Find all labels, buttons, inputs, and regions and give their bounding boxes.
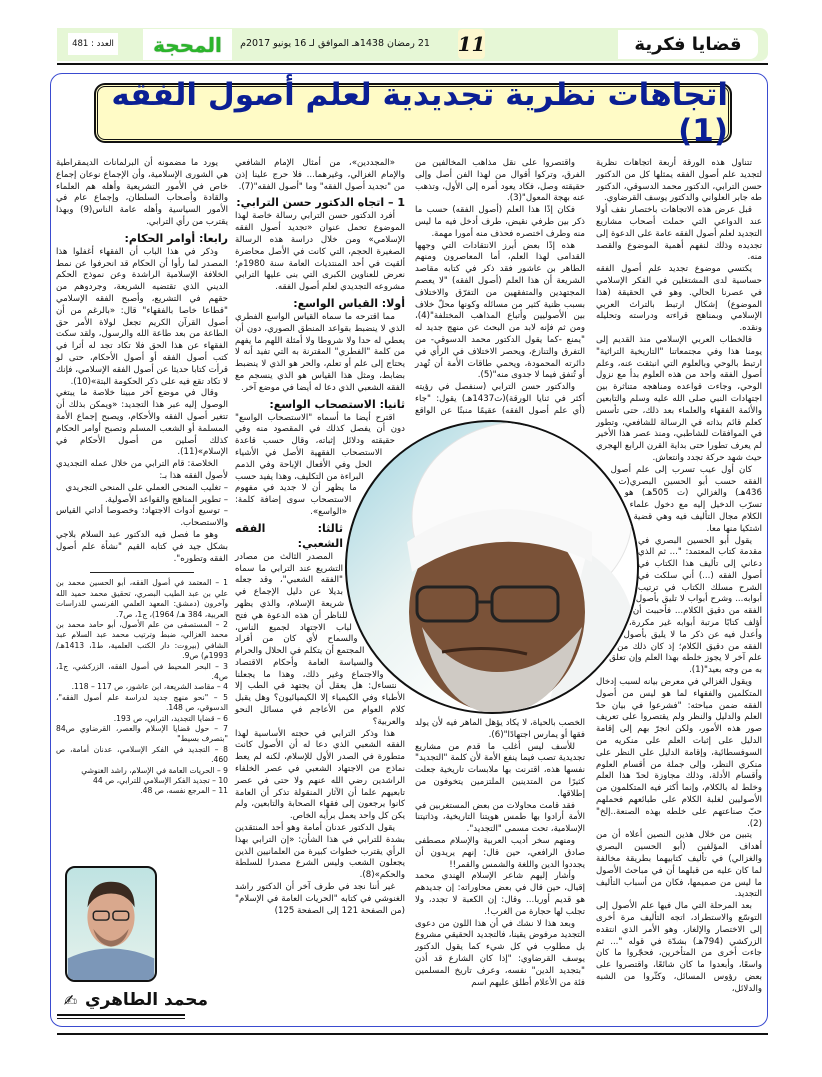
paragraph: والدكتور حسن الترابي (سنفصل في رؤيته أكثر في ثنايا الورقة)(ت1437هـ) يقول: "جاء (أي علم أصول الفقه) عقيمًا منبتًا عن الواقع الخصب بالحياة، لا يكاد يؤهل الماهر فيه لأن يولد فقها أو يمارس اجتهادًا"(6). bbox=[415, 382, 585, 740]
footnote: 7 – حول قضايا الإسلام والعصر، القرضاوي ص84 "بتصرف بسيط" bbox=[56, 723, 228, 744]
section-heading: أولا: القياس الواسع: bbox=[293, 296, 405, 310]
paragraph: المصدر الثالث من مصادر التشريع عند الترابي ما سماه "الفقه الشعبي"، وقد جعله بديلا عن دليل الإجماع في شريعة الإسلام، والذي يظهر للناظر أن هذه الدعوة هي فتح لباب الاجتهاد لجميع الناس، والسماح لأي كان من أفراد المجتمع أن يتكلم في الحلال والحرام والسياسة العامة وأحكام الاقتصاد والاجتماع وغير ذلك، وهذا ما يجعلنا نتساءل: هل يعقل أن يجتهد في الطب إلا الأطباء وفي الكيمياء إلا الكيميائيون؟ وهل يقبل كلام العوام من الأعاجم في مسائل النحو والعربية؟ bbox=[235, 551, 405, 727]
footer-divider bbox=[57, 1033, 768, 1035]
paragraph: يكتسي موضوع تجديد علم أصول الفقه حساسية لدى المشتغلين في الفكر الإسلامي في عصرنا الحالي. وهو في الحقيقة (هذا الموضوع) إشكال ارتبط بالتراث العربي الإسلامي وبمناهج قراءته ودراسته وتحليله ونقده. bbox=[596, 264, 762, 334]
column-1 bbox=[596, 158, 762, 996]
paragraph: يتبين من خلال هذين النصين أعلاه أن من أهداف المؤلفين (أبو الحسين البصري والغزالي) في تأليف كتابيهما بطريقة مخالفة لما كان عليه من قبلهما أن في مباحث الأصول ما ليس من صميمها، فكان من أسباب التأليف التجديد. bbox=[596, 830, 762, 900]
footnote: 6 – قضايا التجديد، الترابي، ص 193. bbox=[113, 713, 228, 723]
paragraph: كان أول عيب تسرب إلى علم أصول الفقه حسب أبو الحسين البصري(ت 436هـ) والغزالي (ت 505هـ) هو تسرّب الدخيل إليه مع دخول علماء الكلام مجال التأليف فيه وهي قضية اشتكيا منها معا. bbox=[610, 464, 762, 534]
footnote: 9 – الحريات العامة في الإسلام، راشد الغنوشي bbox=[81, 765, 228, 775]
paragraph: ومنهم سخر أديب العربية والإسلام مصطفى صادق الرافعي، حين قال: إنهم يريدون أن يجددوا الدين واللغة والشمس والقمر!! bbox=[415, 835, 585, 870]
footnote: 8 – التجديد في الفكر الإسلامي، عدنان أمامة، ص 460. bbox=[56, 744, 228, 765]
section-heading: ثانيا: الاستصحاب الواسع: bbox=[269, 397, 405, 411]
byline-rule bbox=[57, 1018, 185, 1019]
column-4 bbox=[56, 158, 228, 797]
footnote-separator bbox=[90, 572, 193, 573]
paragraph: واقتصروا على نقل مذاهب المخالفين من الفرق، وتركوا أقوال من لهذا الفن أصل وإلى حقيقته وصل، فكاد يعود أمره إلى الأول، وتذهب عنه بهجة المعول"(3). bbox=[415, 158, 585, 204]
paragraph: هذه إذًا بعض أبرز الانتقادات التي وجهها القدامى لهذا العلم، أما المعاصرون ومنهم الطاهر بن عاشور فقد ذكر في كتابه مقاصد الشريعة أن هذا العلم (أصول الفقه) "لا يعصم المجتهدين والمتفقهين من التفرّق والاختلاف بسبب ظنية كثير من مسائله وكونها محلّ خلاف بين الأصوليين وأتباع المذاهب المختلفة"(4)، ومن ثم فإنه لابد من البحث عن منهج جديد له "يمنع -كما يقول الدكتور محمد الدسوقي- من التفرق والتنازع، ويحصر الاختلاف في الرأي في دائرته المحمودة، ويحمي طاقات الأمة أن تُهدر أو تُنفق فيما لا جدوى منه"(5). bbox=[415, 240, 585, 381]
newspaper-logo: المحجة bbox=[143, 29, 232, 60]
section-heading: رابعا: أوامر الحكام: bbox=[124, 231, 228, 245]
paragraph: قبل عرض هذه الاتجاهات باختصار نقف أولا عند الدواعي التي حملت أصحاب مشاريع التجديد لعلم أصول الفقه عامة على الدعوة إلى تجديده وذلك لنفهم أهمية الموضوع والقصد منه. bbox=[596, 205, 762, 263]
author-name: محمد الطاهري bbox=[84, 990, 208, 1010]
paragraph: للأسف ليس أغلب ما قدم من مشاريع تجديدية تصب فيما ينفع الأمة لأن كلمة "التجديد" نفسها هذه، اقترنت بها ملابسات تاريخية جعلت كثيرًا من المتدينين الملتزمين يتخوفون من إطلاقها. bbox=[415, 741, 585, 799]
section-heading: 1 – اتجاه الدكتور حسن الترابي: bbox=[236, 196, 405, 210]
author-byline bbox=[58, 988, 208, 1012]
paragraph: هذا وذكر الترابي في حجته الأساسية لهذا الفقه الشعبي الذي دعا له أن الأصول كانت متطورة في الصدر الأول للإسلام، لكنه لم يعط نماذج من الاجتهاد الشعبي في عصر الخلفاء الراشدين رضي الله عنهم ولا حتى في عصر تابعيهم علما أن الآثار المنقولة تذكر أن العامة كانوا يرجعون إلى فقهاء الصحابة والتابعين، ولم يكن كل واحد يعمل برأيه الخاص. bbox=[235, 728, 405, 822]
list-item: – تغليب المنحى العملي على المنحى التجريدي bbox=[65, 482, 228, 493]
paragraph: وقال في موضع آخر مبينا خلاصة ما يبتغي الوصول إليه عبر هذا التجديد: «ويمكن بذلك أن تتغير أصول الفقه والأحكام، ويصبح إجماع الأمة المسلمة أو الشعب المسلم وتصبح أوامر الحكام كذلك أصلين من أصول الأحكام في الإسلام»(11). bbox=[56, 388, 228, 458]
issue-number: العدد : 481 bbox=[68, 33, 118, 55]
paragraph: فقد قامت محاولات من بعض المستغربين في الأمة أرادوا بها طمس هويتنا التاريخية، وذاتيتنا الإسلامية، تحت مسمى "التجديد". bbox=[415, 800, 585, 835]
paragraph: مما اقترحه ما سماه القياس الواسع الفطري الذي لا ينضبط بقواعد المنطق الصوري، دون أن يعطي له حدا ولا شروطا ولا أمثلة اللهم ما يفهم من كلمة "الفطري" المقترنة به التي تفيد أنه لا يحتاج إلى علم أو تعلم، والحر هو الذي لا ينضبط بضابط، ومثل هذا القياس هو الذي ينسجم مع الفقه الشعبي الذي دعا له أيضا في موضع آخر. bbox=[235, 311, 405, 393]
footnote: 4 – مقاصد الشريعة، ابن عاشور، ص 117 – 118. bbox=[71, 682, 228, 692]
paragraph: أفرد الدكتور حسن الترابي رسالة خاصة لهذا الموضوع تحمل عنوان «تجديد أصول الفقه الإسلامي» ومن خلال دراسة هذه الرسالة الصغيرة الحجم، التي كانت في الأصل محاضرة ألقيت في أحد المنتديات العامة سنة 1980م؛ نعرض للعناوين الكبرى التي بنى عليها الترابي مشروعه التجديدي لعلم أصول الفقه. bbox=[235, 211, 405, 293]
paragraph: فالخطاب العربي الإسلامي منذ القديم إلى يومنا هذا وفي مجتمعاتنا "التاريخية التراثية" ارتبط بالوحي وبالعلوم التي انبثقت عنه، وعلم أصول الفقه واحد من هذه العلوم بدأ مع نزول الوحي، وجاءت قواعده ومناهجه متناثرة بين اجتهادات النبي صلى الله عليه وسلم والتابعين والأئمة الفقهاء والعلماء بعد ذلك، حتى تأسس كعلم قائم بذاته في الرسالة للشافعي، وتطور في الموافقات للشاطبي، ومنذ عصر هذا الأخير لم يعرف تطورا حتى بداية القرن الرابع الهجري حيث شهد حركة تجدد وانتعاش. bbox=[596, 334, 762, 463]
footnote: 2 – المستصفى من علم الأصول، أبو حامد محمد بن محمد الغزالي، ضبط وترتيب محمد عبد السلام عبد الشافي (بيروت: دار الكتب العلمية، ط1، 1413هـ/ 1993م) ص9. bbox=[56, 619, 228, 661]
paragraph: الخلاصة: قام الترابي من خلال عمله التجديدي لأصول الفقه هذا بـ: bbox=[56, 459, 228, 481]
paragraph: فكان إذًا هذا العلم (أصول الفقه) حسب ما ذكر بين طرفي نقيض، طرف أدخل فيه ما ليس منه وطرف اختصره فحذف منه أمورا مهمة. bbox=[415, 205, 585, 239]
section-label: قضايا فكرية bbox=[618, 30, 758, 59]
list-item: – تطوير المناهج والقواعد الأصولية. bbox=[104, 494, 228, 505]
footnote: 3 – البحر المحيط في أصول الفقه، الزركشي، ج1، ص4. bbox=[56, 661, 228, 681]
footnote: 1 – المعتمد في أصول الفقه، أبو الحسين محمد بن علي بن عبد الطيب البصري، تحقيق محمد حميد الله وآخرون (دمشق: المعهد العلمي الفرنسي للدراسات العربية، 384 هـ/ 1964)، ج1، ص7. bbox=[56, 578, 228, 619]
paragraph: يقول الدكتور عدنان أمامة وهو أحد المنتقدين بشدة للترابي في هذا الشأن: «إن الترابي بهذا الرأي يقترب خطوات كبيرة من العلمانيين الذين يجعلون الشعب وليس الشرع مصدرا للسلطة والحكم»(8). bbox=[235, 823, 405, 881]
header-divider bbox=[57, 63, 768, 65]
author-photo bbox=[65, 866, 157, 982]
paragraph: بعد المرحلة التي مال فيها علم الأصول إلى التوسّع والاستطراد، اتجه التأليف مرة أخرى إلى الاختصار والإلغاز، وهو الأمر الذي انتقده الزركشي (794هـ) بشدّة في قوله "... ثم جاءت أخرى من المتأخرين، فحجّروا ما كان واسعًا، وأبعدوا ما كان شائعًا، واقتصروا على بعض رؤوس المسائل، وكثّروا من الشبه والدلائل، bbox=[596, 901, 762, 994]
column-3 bbox=[235, 158, 405, 917]
title-box bbox=[95, 77, 731, 149]
author-portrait-image bbox=[67, 868, 155, 980]
paragraph: اقترح أيضا ما أسماه "الاستصحاب الواسع" دون أن يفصل كذلك في المقصود منه وفي حقيقته ودلائل إثباته، وقال حسب قاعدة الاستصحاب الفقهية الأصل في الأشياء الحل وفي الأفعال الإباحة وفي الذمم البراءة من التكليف، وهذا يفيد حسب ما يظهر أن لا جديد في مفهوم الاستصحاب سوى إضافة كلمة: «الواسع». bbox=[235, 412, 405, 517]
paragraph: وهو ما فصل فيه الدكتور عبد السلام بلاجي بشكل جيد في كتابه القيم "نشأة علم أصول الفقه وتطوره". bbox=[56, 529, 228, 564]
paragraph: وبعد هذا لا نشك في أن هذا اللون من دعوى التجديد مرفوض يقينا، فالتجديد الحقيقي مشروع بل مطلوب في كل شيء كما يقول الدكتور يوسف القرضاوي: "إذا كان الشارع قد أذن "بتجديد الدين" نفسه، وعرف تاريخ المسلمين فئة من الأعلام أطلق عليهم اسم bbox=[415, 918, 585, 988]
footnote: 10 – تجديد الفكر الإسلامي للترابي، ص 44 bbox=[92, 776, 228, 786]
footnote: 5 – "نحو منهج جديد لدراسة علم أصول الفقه"، الدسوقي، ص 148. bbox=[56, 692, 228, 713]
column-2 bbox=[415, 158, 585, 989]
paragraph: غير أننا نجد في طرف آخر أن الدكتور راشد الغنوشي في كتابه "الحريات العامة في الإسلام" (من الصفحة 121 إلى الصفحة 125) bbox=[235, 882, 405, 916]
paragraph: تتناول هذه الورقة أربعة اتجاهات نظرية لتجديد علم أصول الفقه يمثلها كل من الدكتور حسن الترابي، الدكتور محمد الدسوقي، الدكتور طه جابر العلواني والدكتور يوسف القرضاوي. bbox=[596, 158, 762, 204]
footnote: 11 – المرجع نفسه، ص 48. bbox=[140, 786, 228, 796]
issue-date: 21 رمضان 1438هـ الموافق لـ 16 يونيو 2017م bbox=[240, 38, 430, 49]
paragraph: وأشار إليهم شاعر الإسلام الهندي محمد إقبال، حين قال في بعض محاوراته: إن جديدهم هو قديم أوربا... وقال: إن الكعبة لا تجدد، ولا تجلب لها حجارة من الغرب!. bbox=[415, 871, 585, 917]
byline-rule bbox=[57, 1014, 185, 1016]
paragraph: يقول أبو الحسين البصري في مقدمة كتاب المعتمد: "... ثم الذي دعاني إلى تأليف هذا الكتاب في أصول الفقه (...) أني سلكت في الشرح مسلك الكتاب في ترتيب أبوابه... وشرح أبواب لا تليق بأصول الفقه من دقيق الكلام... فأحببت أن أؤلف كتابًا مرتبة أبوابه غير مكررة، وأعدل فيه عن ذكر ما لا يليق بأصول الفقه من دقيق الكلام؛ إذ كان ذلك من علم آخر لا يجوز خلطه بهذا العلم وإن تعلق به من وجه بعيد"(1). bbox=[609, 535, 762, 676]
list-item: – توسيع أدوات الاجتهاد: وخصوصا أداتي القياس والاستصحاب. bbox=[56, 506, 228, 529]
paragraph: «المجددين»، من أمثال الإمام الشافعي والإمام الغزالي، وغيرهما... فلا حرج علينا إذن من "تجديد أصول الفقه" وما "أصول الفقه"(7). bbox=[235, 158, 405, 192]
page-number: 11 bbox=[458, 29, 485, 59]
article-title: اتجاهات نظرية تجديدية لعلم أصول الفقه (1) bbox=[111, 77, 728, 149]
paragraph: ويقول الغزالي في معرض بيانه لسبب إدخال المتكلمين والفقهاء لما هو ليس من أصول الفقه ضمن مباحثه: "فشرعوا في بيان حدّ العلم والدليل والنظر ولم يقتصروا على تعريف صور هذه الأمور، ولكن انجرّ بهم إلى إقامة الدليل على إثبات العلم على منكريه من السوفسطائية، وإقامة الدليل على النظر على منكري النظر، وإلى جملة من أقسام العلوم وأقسام الأدلة، وذلك مجاوزة لحدّ هذا العلم وخلط له بالكلام، وإنما أكثر فيه المتكلمون من الأصوليين لغلبة الكلام على طبائعهم فحملهم حبّ صناعتهم على خلطه بهذه الصنعة..إلخ"(2). bbox=[596, 677, 762, 829]
pen-icon: ✍ bbox=[63, 990, 77, 1010]
paragraph: يورد ما مضمونه أن البرلمانات الديمقراطية هي الشورى الإسلامية، وأن الإجماع نوعان إجماع خاص في الأمور التشريعية وأهله هم العلماء والقادة وأصحاب السلطان، وإجماع عام في الأمور السياسية وأهله عامة الناس(9) وبهذا يقترب من رأي الترابي. bbox=[56, 158, 228, 227]
section-heading: ثالثا: الفقه الشعبي: bbox=[235, 521, 343, 550]
paragraph: وذكر في هذا الباب أن الفقهاء أغفلوا هذا المصدر لما رأوا أن الحكام قد انحرفوا عن نمط الخلافة الإسلامية الراشدة وعن نموذج الحكم الديني الذي تقتضيه الشريعة، وجردوهم من حقهم في التشريع، وأصبح الفقه الإسلامي "قطاعا خاصا بالفقهاء" قال: «بالرغم من أن أصول القرآن الكريم تجعل لولاة الأمر حق الطاعة من بعد طاعة الله والرسول، ولقد سكت الفقهاء عن هذا الحق فلا تكاد تجد له أثرا في كتب أصول الفقه أو أصول الأحكام، حتى لو قرأت كتابا حديثا عن أصول الفقه الإسلامي، فإنك لا تكاد تقع فيه على ذكر الحكومة البتة»(10). bbox=[56, 246, 228, 387]
